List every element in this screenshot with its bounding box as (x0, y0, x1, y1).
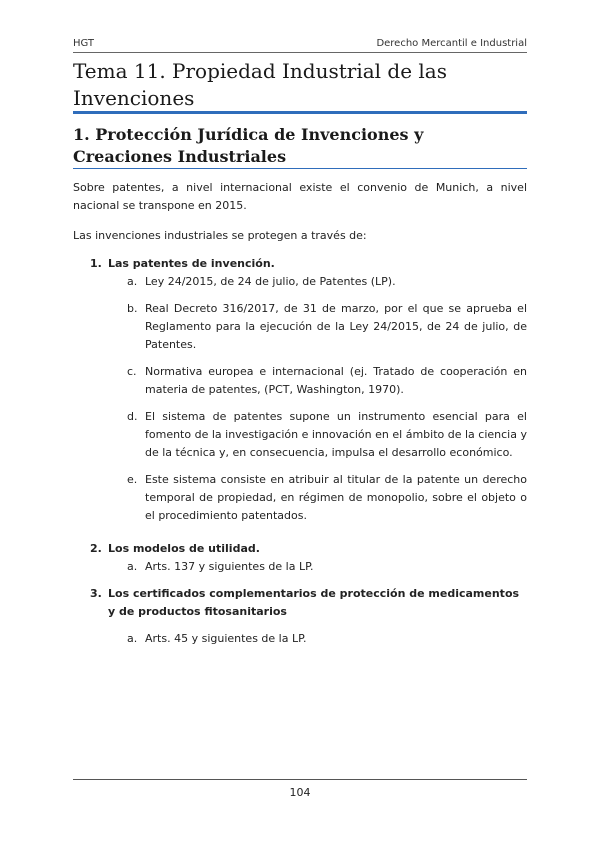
list-item-label: Los certificados complementarios de protección de medicamentos y de productos fitosanitarios (108, 587, 520, 618)
list-item (73, 585, 527, 648)
list-item-label: Las patentes de invención. (108, 257, 275, 270)
list-item-label: Los modelos de utilidad. (108, 542, 260, 555)
sub-item-letter: a. (127, 632, 138, 645)
sub-item (73, 471, 527, 525)
section-divider (73, 168, 527, 169)
sub-item-letter: c. (127, 365, 137, 378)
sub-item-letter: a. (127, 275, 138, 288)
list-item (73, 540, 527, 576)
sub-item-letter: d. (127, 410, 138, 423)
page-title: Tema 11. Propiedad Industrial de las Invenciones (73, 59, 447, 110)
sub-item-text: Ley 24/2015, de 24 de julio, de Patentes (LP). (145, 275, 396, 288)
sub-item-letter: e. (127, 473, 138, 486)
list-item-heading (73, 540, 527, 558)
header-left-text: HGT (73, 38, 95, 49)
sub-item (73, 363, 527, 399)
sub-item (73, 273, 527, 291)
title-divider (73, 111, 527, 114)
page-header (73, 36, 527, 53)
sub-item (73, 558, 527, 576)
list-item (73, 255, 527, 525)
sub-item-text: Este sistema consiste en atribuir al titular de la patente un derecho temporal de propiedad, en régimen de monopolio, sobre el objeto o el procedimiento patentados. (145, 473, 527, 522)
sub-item-text: El sistema de patentes supone un instrumento esencial para el fomento de la investigación e innovación en el ámbito de la ciencia y de la técnica y, en consecuencia, impulsa el desarrollo económico. (145, 410, 527, 459)
sub-item (73, 408, 527, 462)
sub-item-text: Arts. 45 y siguientes de la LP. (145, 632, 307, 645)
sub-item-letter: b. (127, 302, 138, 315)
sub-item (73, 300, 527, 354)
list-intro-paragraph: Las invenciones industriales se protegen a través de: (73, 229, 367, 242)
sub-item-text: Arts. 137 y siguientes de la LP. (145, 560, 314, 573)
footer-divider (73, 779, 527, 780)
list-number: 2. (90, 542, 102, 555)
sub-item-text: Real Decreto 316/2017, de 31 de marzo, por el que se aprueba el Reglamento para la ejecución de la Ley 24/2015, de 24 de julio, de Patentes. (145, 302, 527, 351)
list-number: 3. (90, 587, 102, 600)
header-right-text: Derecho Mercantil e Industrial (376, 38, 527, 49)
list-item-heading (73, 255, 527, 273)
sub-item-letter: a. (127, 560, 138, 573)
list-item-heading (73, 585, 527, 621)
section-heading: 1. Protección Jurídica de Invenciones y Creaciones Industriales (73, 125, 424, 166)
sub-item-text: Normativa europea e internacional (ej. Tratado de cooperación en materia de patentes, (PCT, Washington, 1970). (145, 365, 527, 396)
list-number: 1. (90, 257, 102, 270)
page-number: 104 (289, 786, 311, 799)
sub-item (73, 630, 527, 648)
intro-paragraph: Sobre patentes, a nivel internacional existe el convenio de Munich, a nivel nacional se transpone en 2015. (73, 181, 527, 212)
